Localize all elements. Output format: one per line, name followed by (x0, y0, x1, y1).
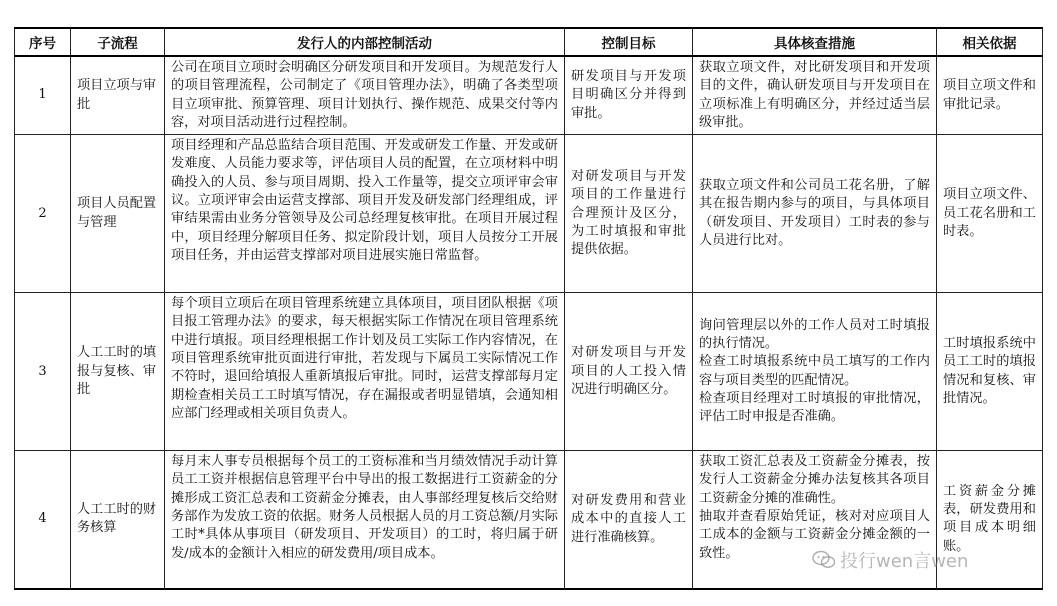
table-row (15, 56, 1043, 135)
row-measure: 获取立项文件，对比研发项目和开发项目的文件，确认研发项目与开发项目在立项标准上有明确区分，并经过适当层级审批。 (693, 56, 937, 135)
row-activity: 每月末人事专员根据每个员工的工资标准和当月绩效情况手动计算员工工资并根据信息管理平台中导出的报工数据进行工资薪金的分摊形成工资汇总表和工资薪金分摊表，由人事部经理复核后交给财务部作为发放工资的依据。财务人员根据人员的月工资总额/月实际工时*具体从事项目（研发项目、开发项目）的工时，将归属于研发/成本的金额计入相应的研发费用/项目成本。 (165, 451, 565, 589)
header-measure: 具体核查措施 (693, 28, 937, 56)
row-measure: 询问管理层以外的工作人员对工时填报的执行情况。 检查工时填报系统中员工填写的工作内容与项目类型的匹配情况。 检查项目经理对工时填报的审批情况，评估工时申报是否准确。 (693, 293, 937, 451)
table-row (15, 293, 1043, 451)
header-objective: 控制目标 (565, 28, 693, 56)
row-objective: 对研发项目与开发项目的工作量进行合理预计及区分，为工时填报和审批提供依据。 (565, 135, 693, 293)
row-process: 人工工时的财务核算 (71, 451, 165, 589)
row-process: 项目人员配置与管理 (71, 135, 165, 293)
row-objective: 对研发项目与开发项目的人工投入情况进行明确区分。 (565, 293, 693, 451)
row-basis: 工时填报系统中员工工时的填报情况和复核、审批情况。 (937, 293, 1043, 451)
header-basis: 相关依据 (937, 28, 1043, 56)
header-activity: 发行人的内部控制活动 (165, 28, 565, 56)
header-seq: 序号 (15, 28, 71, 56)
wechat-icon (812, 550, 836, 570)
row-measure: 获取工资汇总表及工资薪金分摊表，按发行人工资薪金分摊办法复核其各项目工资薪金分摊的准确性。 抽取并查看原始凭证，核对对应项目人工成本的金额与工资薪金分摊金额的一致性。 (693, 451, 937, 589)
row-basis: 项目立项文件和审批记录。 (937, 56, 1043, 135)
row-basis: 项目立项文件、员工花名册和工时表。 (937, 135, 1043, 293)
row-process: 项目立项与审批 (71, 56, 165, 135)
row-activity: 公司在项目立项时会明确区分研发项目和开发项目。为规范发行人的项目管理流程，公司制定了《项目管理办法》，明确了各类型项目立项审批、预算管理、项目计划执行、操作规范、成果交付等内容，对项目活动进行过程控制。 (165, 56, 565, 135)
watermark-text: 投行wen言wen (840, 551, 969, 572)
row-seq: 2 (15, 135, 71, 293)
watermark (812, 546, 1042, 574)
row-seq: 3 (15, 293, 71, 451)
row-objective: 研发项目与开发项目明确区分并得到审批。 (565, 56, 693, 135)
row-basis: 工资薪金分摊表，研发费用和项目成本明细账。 (937, 451, 1043, 589)
row-objective: 对研发费用和营业成本中的直接人工进行准确核算。 (565, 451, 693, 589)
row-seq: 1 (15, 56, 71, 135)
table-header-row (15, 28, 1043, 56)
row-measure: 获取立项文件和公司员工花名册，了解其在报告期内参与的项目，与具体项目（研发项目、开发项目）工时表的参与人员进行比对。 (693, 135, 937, 293)
row-seq: 4 (15, 451, 71, 589)
header-process: 子流程 (71, 28, 165, 56)
internal-control-table (14, 27, 1043, 590)
row-activity: 项目经理和产品总监结合项目范围、开发或研发工作量、开发或研发难度、人员能力要求等，评估项目人员的配置，在立项材料中明确投入的人员、参与项目周期、投入工作量等，提交立项评审会审议。立项评审会由运营支撑部、项目开发及研发部门经理组成，评审结果需由业务分管领导及公司总经理复核审批。在项目开展过程中，项目经理分解项目任务、拟定阶段计划，项目人员按分工开展项目任务，并由运营支撑部对项目进展实施日常监督。 (165, 135, 565, 293)
row-activity: 每个项目立项后在项目管理系统建立具体项目，项目团队根据《项目报工管理办法》的要求，每天根据实际工作情况在项目管理系统中进行填报。项目经理根据工作计划及员工实际工作内容情况，在项目管理系统审批页面进行审批，若发现与下属员工实际情况工作不符时，退回给填报人重新填报后审批。同时，运营支撑部每月定期检查相关员工工时填写情况，存在漏报或者明显错填，会通知相应部门经理或相关项目负责人。 (165, 293, 565, 451)
table-row (15, 135, 1043, 293)
row-process: 人工工时的填报与复核、审批 (71, 293, 165, 451)
